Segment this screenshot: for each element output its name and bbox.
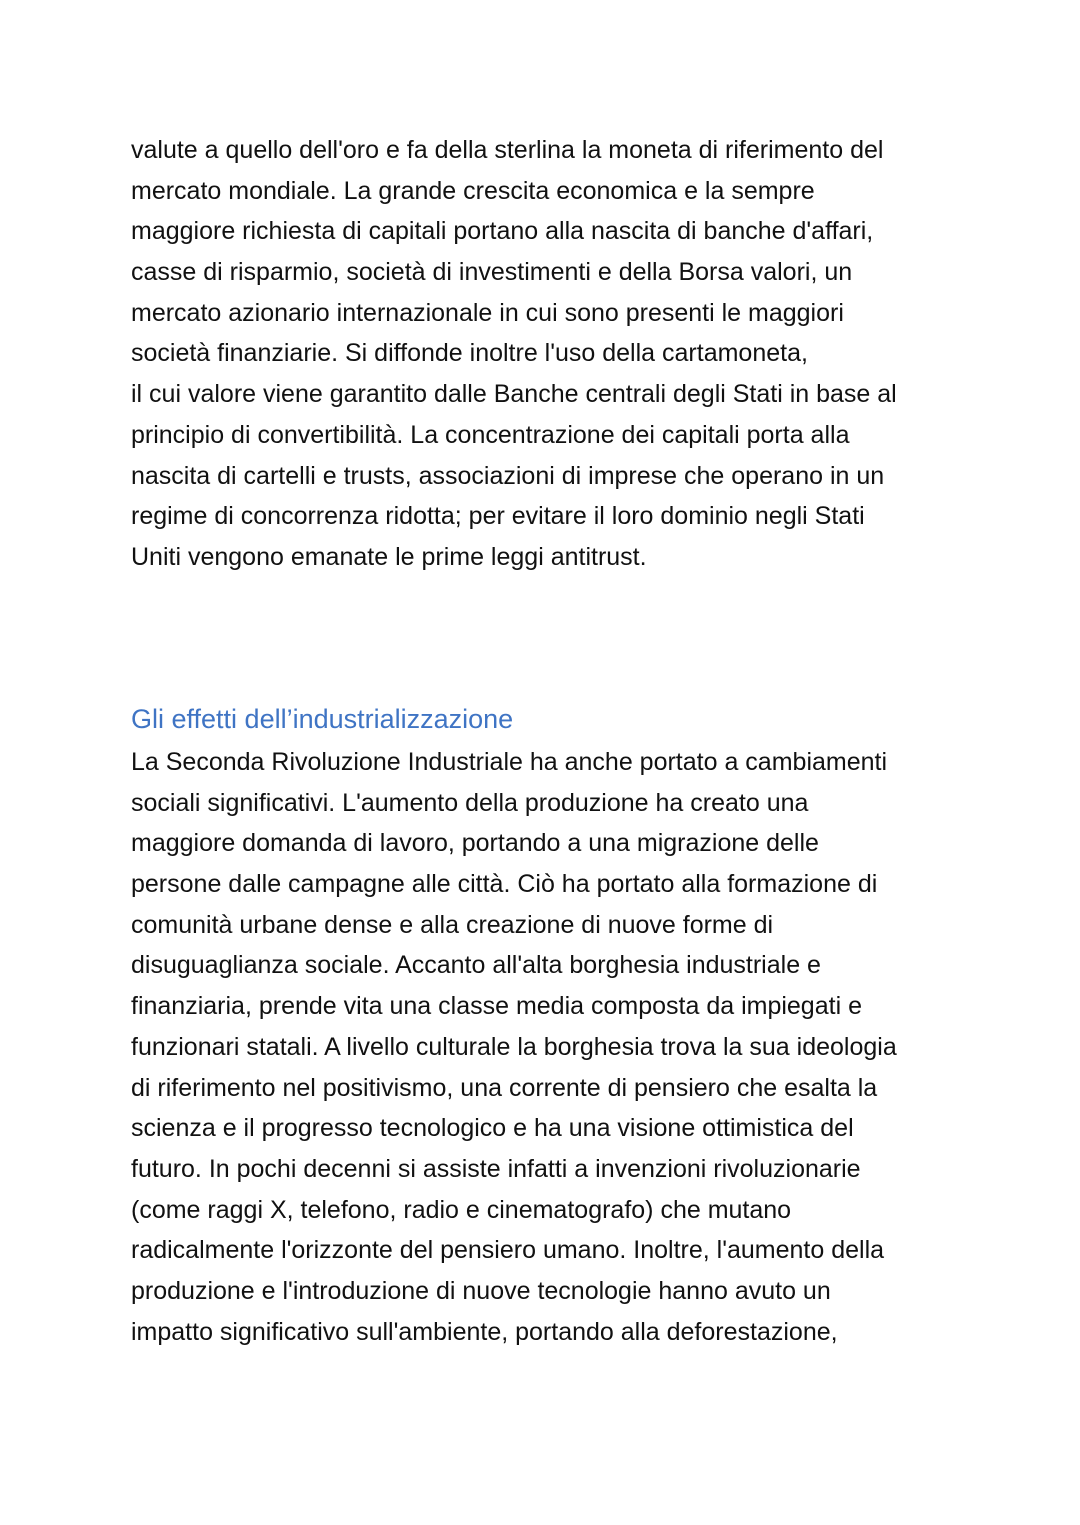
text-line: La Seconda Rivoluzione Industriale ha anche portato a cambiamenti <box>131 748 888 776</box>
paragraph-finance <box>131 130 961 578</box>
text-line: comunità urbane dense e alla creazione di nuove forme di <box>131 910 774 939</box>
text-line: maggiore richiesta di capitali portano alla nascita di banche d'affari, <box>131 217 874 246</box>
section-heading: Gli effetti dell’industrializzazione <box>131 704 514 734</box>
paragraph-effects <box>131 742 961 1352</box>
text-line: il cui valore viene garantito dalle Banche centrali degli Stati in base al <box>131 380 897 409</box>
text-line: sociali significativi. L'aumento della produzione ha creato una <box>131 788 809 817</box>
text-line: mercato azionario internazionale in cui sono presenti le maggiori <box>131 298 844 327</box>
text-line: valute a quello dell'oro e fa della sterlina la moneta di riferimento del <box>131 136 884 164</box>
text-line: nascita di cartelli e trusts, associazioni di imprese che operano in un <box>131 461 885 490</box>
text-line: futuro. In pochi decenni si assiste infatti a invenzioni rivoluzionarie <box>131 1154 861 1183</box>
text-line: disuguaglianza sociale. Accanto all'alta borghesia industriale e <box>131 951 821 980</box>
text-line: radicalmente l'orizzonte del pensiero umano. Inoltre, l'aumento della <box>131 1236 885 1265</box>
text-line: casse di risparmio, società di investimenti e della Borsa valori, un <box>131 258 853 287</box>
text-line: scienza e il progresso tecnologico e ha una visione ottimistica del <box>131 1114 854 1143</box>
text-line: regime di concorrenza ridotta; per evitare il loro dominio negli Stati <box>131 502 865 531</box>
text-line: persone dalle campagne alle città. Ciò ha portato alla formazione di <box>131 870 878 899</box>
text-line: (come raggi X, telefono, radio e cinematografo) che mutano <box>131 1195 792 1224</box>
text-line: mercato mondiale. La grande crescita economica e la sempre <box>131 176 815 205</box>
text-line: Uniti vengono emanate le prime leggi antitrust. <box>131 542 647 571</box>
text-line: maggiore domanda di lavoro, portando a una migrazione delle <box>131 829 819 858</box>
text-line: produzione e l'introduzione di nuove tecnologie hanno avuto un <box>131 1276 831 1305</box>
text-line: finanziaria, prende vita una classe media composta da impiegati e <box>131 992 862 1021</box>
text-line: di riferimento nel positivismo, una corrente di pensiero che esalta la <box>131 1073 878 1102</box>
text-line: funzionari statali. A livello culturale la borghesia trova la sua ideologia <box>131 1032 897 1061</box>
text-line: società finanziarie. Si diffonde inoltre l'uso della cartamoneta, <box>131 339 808 368</box>
text-line: impatto significativo sull'ambiente, portando alla deforestazione, <box>131 1317 838 1346</box>
text-line: principio di convertibilità. La concentrazione dei capitali porta alla <box>131 420 850 449</box>
